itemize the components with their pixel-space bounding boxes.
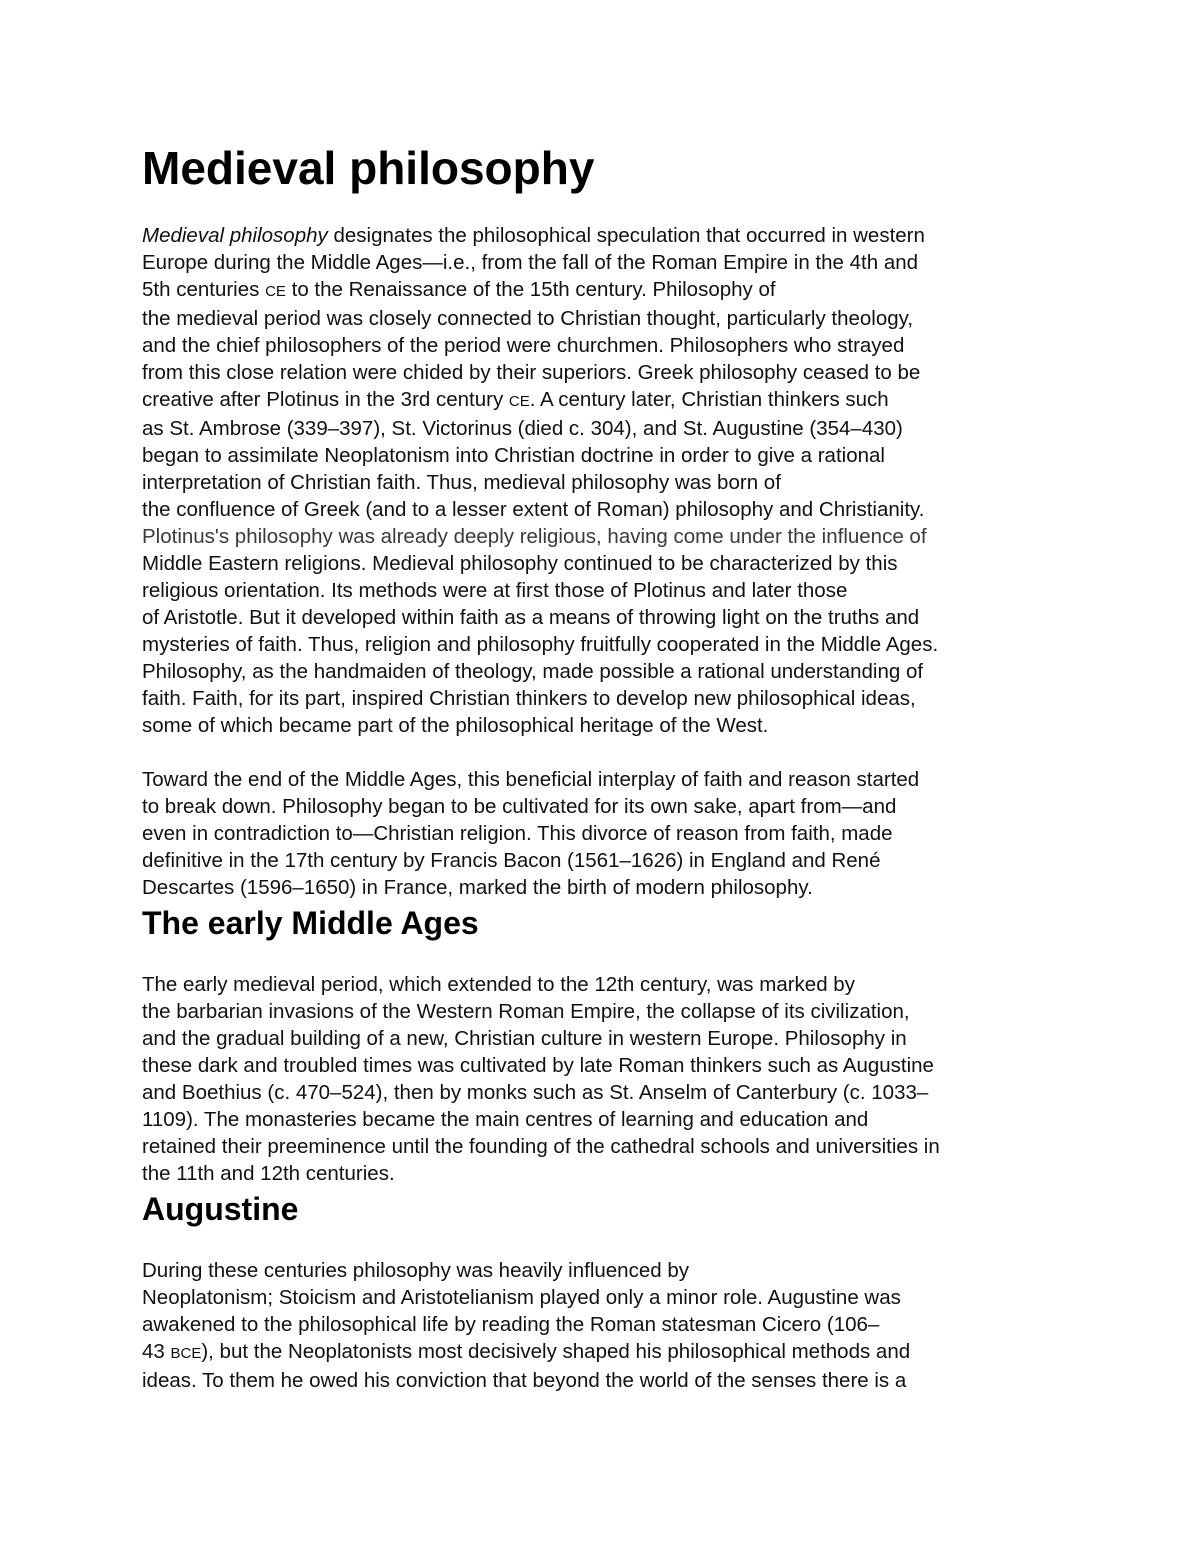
text-line: 43 BCE), but the Neoplatonists most decisively shaped his philosophical methods and bbox=[142, 1340, 911, 1363]
section-heading-early-middle-ages: The early Middle Ages bbox=[142, 905, 479, 941]
section-heading-augustine: Augustine bbox=[142, 1191, 299, 1227]
era-abbreviation: BCE bbox=[170, 1345, 202, 1362]
text-line: interpretation of Christian faith. Thus, medieval philosophy was born of bbox=[142, 471, 781, 494]
text-line: During these centuries philosophy was heavily influenced by bbox=[142, 1259, 689, 1282]
text-line: and Boethius (c. 470–524), then by monks such as St. Anselm of Canterbury (c. 1033– bbox=[142, 1081, 929, 1104]
paragraph-decline bbox=[142, 766, 1072, 901]
text-line: definitive in the 17th century by Francis Bacon (1561–1626) in England and René bbox=[142, 849, 881, 872]
text-line: Medieval philosophy designates the philosophical speculation that occurred in western bbox=[142, 224, 925, 247]
text-line: religious orientation. Its methods were at first those of Plotinus and later those bbox=[142, 579, 848, 602]
text-line: retained their preeminence until the founding of the cathedral schools and universities in bbox=[142, 1135, 940, 1158]
text-line: faith. Faith, for its part, inspired Christian thinkers to develop new philosophical ideas, bbox=[142, 687, 916, 710]
text-line: some of which became part of the philosophical heritage of the West. bbox=[142, 714, 769, 737]
text-line: Europe during the Middle Ages—i.e., from the fall of the Roman Empire in the 4th and bbox=[142, 251, 919, 274]
text-line: as St. Ambrose (339–397), St. Victorinus (died c. 304), and St. Augustine (354–430) bbox=[142, 417, 903, 440]
text-line: began to assimilate Neoplatonism into Christian doctrine in order to give a rational bbox=[142, 444, 885, 467]
text-line: 1109). The monasteries became the main centres of learning and education and bbox=[142, 1108, 869, 1131]
text-line: the barbarian invasions of the Western Roman Empire, the collapse of its civilization, bbox=[142, 1000, 910, 1023]
text-line: from this close relation were chided by their superiors. Greek philosophy ceased to be bbox=[142, 361, 921, 384]
era-abbreviation: CE bbox=[508, 393, 530, 410]
text-line: Middle Eastern religions. Medieval philosophy continued to be characterized by this bbox=[142, 552, 898, 575]
text-line: Plotinus's philosophy was already deeply religious, having come under the influence of bbox=[142, 525, 927, 548]
text-line: mysteries of faith. Thus, religion and philosophy fruitfully cooperated in the Middle Ages. bbox=[142, 633, 939, 656]
text-line: awakened to the philosophical life by reading the Roman statesman Cicero (106– bbox=[142, 1313, 880, 1336]
text-line: Philosophy, as the handmaiden of theology, made possible a rational understanding of bbox=[142, 660, 924, 683]
text-line: Toward the end of the Middle Ages, this beneficial interplay of faith and reason started bbox=[142, 768, 920, 791]
paragraph-intro bbox=[142, 222, 1072, 739]
text-line: and the chief philosophers of the period were churchmen. Philosophers who strayed bbox=[142, 334, 905, 357]
text-line: creative after Plotinus in the 3rd century CE. A century later, Christian thinkers such bbox=[142, 388, 889, 411]
text-line: even in contradiction to—Christian religion. This divorce of reason from faith, made bbox=[142, 822, 893, 845]
paragraph-early-period bbox=[142, 971, 1072, 1187]
text-line: the confluence of Greek (and to a lesser extent of Roman) philosophy and Christianity. bbox=[142, 498, 925, 521]
page-title: Medieval philosophy bbox=[142, 142, 595, 194]
document-page bbox=[142, 140, 1072, 1421]
text-line: to break down. Philosophy began to be cultivated for its own sake, apart from—and bbox=[142, 795, 897, 818]
text-line: ideas. To them he owed his conviction that beyond the world of the senses there is a bbox=[142, 1369, 907, 1392]
text-line: these dark and troubled times was cultivated by late Roman thinkers such as Augustine bbox=[142, 1054, 934, 1077]
text-line: of Aristotle. But it developed within faith as a means of throwing light on the truths and bbox=[142, 606, 920, 629]
era-abbreviation: CE bbox=[265, 283, 286, 300]
text-line: Descartes (1596–1650) in France, marked the birth of modern philosophy. bbox=[142, 876, 813, 899]
text-line: the medieval period was closely connected to Christian thought, particularly theology, bbox=[142, 307, 914, 330]
paragraph-augustine bbox=[142, 1257, 1072, 1394]
text-line: The early medieval period, which extended to the 12th century, was marked by bbox=[142, 973, 855, 996]
text-line: and the gradual building of a new, Christian culture in western Europe. Philosophy in bbox=[142, 1027, 907, 1050]
text-line: the 11th and 12th centuries. bbox=[142, 1162, 395, 1185]
italic-term: Medieval philosophy bbox=[142, 224, 328, 247]
text-line: Neoplatonism; Stoicism and Aristotelianism played only a minor role. Augustine was bbox=[142, 1286, 901, 1309]
text-line: 5th centuries CE to the Renaissance of the 15th century. Philosophy of bbox=[142, 278, 776, 301]
